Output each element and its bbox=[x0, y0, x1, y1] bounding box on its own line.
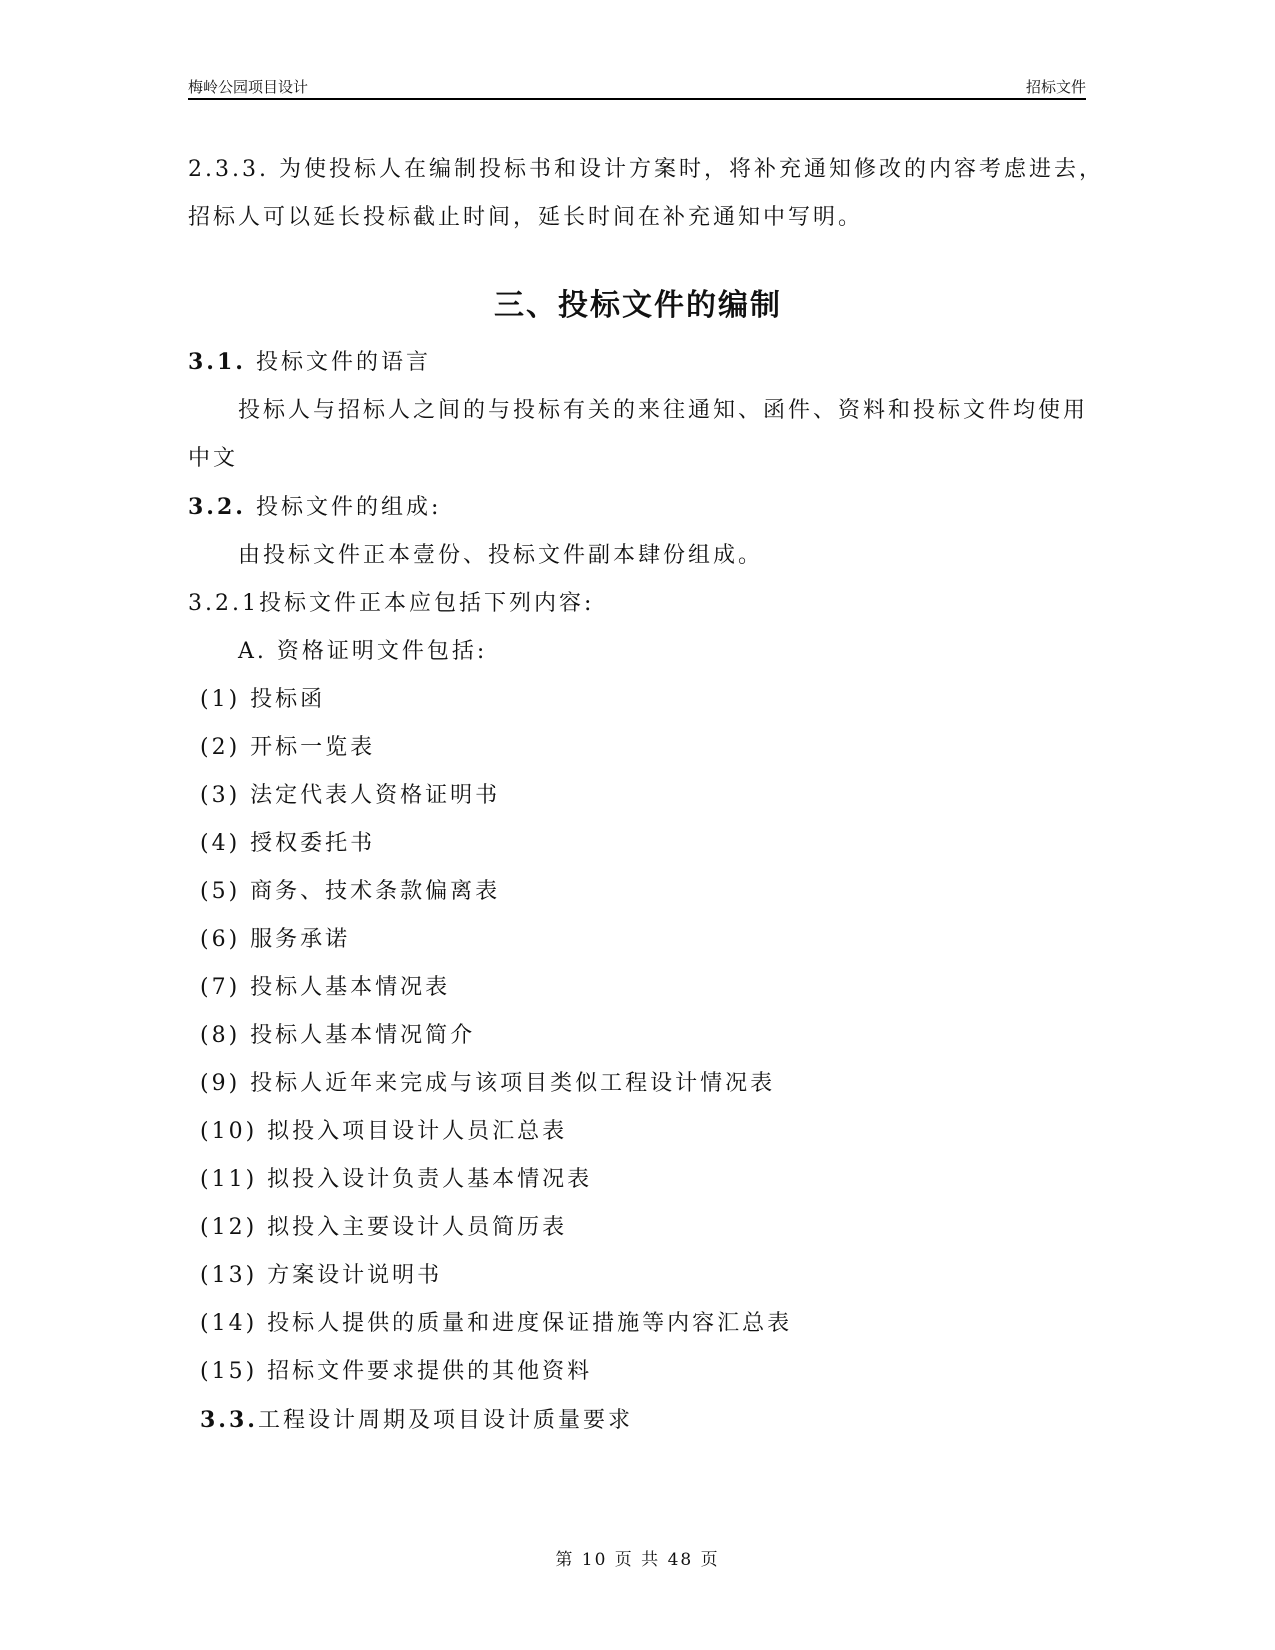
section-title: 三、投标文件的编制 bbox=[494, 288, 782, 323]
header-document-type: 招标文件 bbox=[1025, 78, 1086, 96]
section-3-1-heading bbox=[188, 338, 1088, 387]
section-3-2-number: 3.2. bbox=[188, 494, 246, 520]
section-3-1-title: 投标文件的语言 bbox=[255, 350, 431, 375]
intro-line-2: 招标人可以延长投标截止时间，延长时间在补充通知中写明。 bbox=[188, 205, 864, 230]
page-header bbox=[188, 74, 1086, 100]
page-content bbox=[188, 146, 1104, 1445]
list-item: (1) 投标函 bbox=[200, 687, 326, 712]
list-item: (15) 招标文件要求提供的其他资料 bbox=[200, 1359, 593, 1384]
section-3-2-heading bbox=[188, 483, 1088, 532]
section-3-3-heading bbox=[188, 1396, 1088, 1445]
section-3-2-title: 投标文件的组成: bbox=[255, 495, 442, 520]
list-item: (8) 投标人基本情况简介 bbox=[200, 1023, 476, 1048]
list-item: (12) 拟投入主要设计人员简历表 bbox=[200, 1215, 568, 1240]
section-3-1-body-line-2: 中文 bbox=[188, 446, 239, 471]
list-item: (13) 方案设计说明书 bbox=[200, 1263, 443, 1288]
list-item: (4) 授权委托书 bbox=[200, 831, 376, 856]
section-3-2-1-subhead: A. 资格证明文件包括: bbox=[238, 639, 488, 664]
section-3-3-number: 3.3. bbox=[200, 1407, 258, 1433]
list-item: (3) 法定代表人资格证明书 bbox=[200, 783, 501, 808]
section-3-2-1-heading: 3.2.1投标文件正本应包括下列内容: bbox=[188, 591, 595, 616]
section-3-3-title: 工程设计周期及项目设计质量要求 bbox=[257, 1408, 633, 1433]
list-item: (5) 商务、技术条款偏离表 bbox=[200, 879, 501, 904]
section-3-1-number: 3.1. bbox=[188, 349, 246, 375]
list-item: (11) 拟投入设计负责人基本情况表 bbox=[200, 1167, 593, 1192]
list-item: (10) 拟投入项目设计人员汇总表 bbox=[200, 1119, 568, 1144]
list-item: (7) 投标人基本情况表 bbox=[200, 975, 451, 1000]
list-item: (2) 开标一览表 bbox=[200, 735, 376, 760]
list-item: (6) 服务承诺 bbox=[200, 927, 351, 952]
intro-line-1: 2.3.3. 为使投标人在编制投标书和设计方案时，将补充通知修改的内容考虑进去， bbox=[188, 157, 1104, 182]
header-project-name: 梅岭公园项目设计 bbox=[188, 78, 309, 96]
page-number-footer: 第 10 页 共 48 页 bbox=[555, 1550, 720, 1570]
list-item: (9) 投标人近年来完成与该项目类似工程设计情况表 bbox=[200, 1071, 776, 1096]
list-item: (14) 投标人提供的质量和进度保证措施等内容汇总表 bbox=[200, 1311, 793, 1336]
section-3-1-body-line-1: 投标人与招标人之间的与投标有关的来往通知、函件、资料和投标文件均使用 bbox=[238, 398, 1089, 423]
section-3-2-body: 由投标文件正本壹份、投标文件副本肆份组成。 bbox=[238, 543, 764, 568]
